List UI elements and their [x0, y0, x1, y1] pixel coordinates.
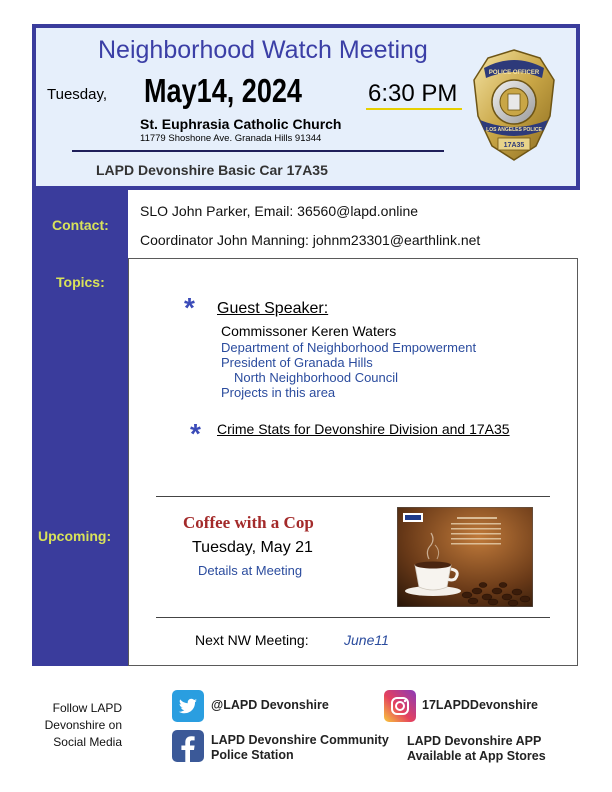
- guest-detail-line: President of Granada Hills: [221, 355, 373, 370]
- police-badge-icon: [470, 46, 558, 164]
- app-line-1: LAPD Devonshire APP: [407, 734, 542, 748]
- instagram-icon[interactable]: [384, 690, 416, 722]
- guest-detail-line: Department of Neighborhood Empowerment: [221, 340, 477, 355]
- topics-label: Topics:: [56, 274, 105, 290]
- facebook-line-2: Police Station: [211, 748, 294, 762]
- next-meeting-label: Next NW Meeting:: [195, 632, 309, 648]
- time-underline: [366, 108, 462, 110]
- follow-social-text: Follow LAPD Devonshire on Social Media: [44, 701, 122, 749]
- header-box: [32, 24, 580, 190]
- meeting-location: St. Euphrasia Catholic Church: [140, 116, 342, 132]
- badge-number: 17A35: [503, 142, 525, 149]
- left-sidebar: [32, 190, 128, 666]
- twitter-handle[interactable]: @LAPD Devonshire: [211, 698, 329, 712]
- facebook-icon[interactable]: [172, 730, 204, 762]
- page-title: Neighborhood Watch Meeting: [98, 36, 428, 64]
- upcoming-label: Upcoming:: [38, 528, 112, 544]
- coffee-cup-image: [397, 507, 533, 607]
- instagram-handle[interactable]: 17LAPDDevonshire: [422, 698, 539, 712]
- contact-label: Contact:: [52, 217, 109, 233]
- guest-speaker-name: Commissoner Keren Waters: [221, 323, 397, 339]
- upcoming-top-divider: [156, 496, 550, 497]
- slo-contact: SLO John Parker, Email: 36560@lapd.online: [140, 203, 419, 219]
- twitter-icon[interactable]: [172, 690, 204, 722]
- asterisk-icon: *: [190, 418, 201, 449]
- app-store-note: [407, 734, 546, 764]
- facebook-line-1: LAPD Devonshire Community: [211, 733, 389, 747]
- facebook-page[interactable]: [211, 733, 389, 763]
- upcoming-bottom-divider: [156, 617, 550, 618]
- guest-detail-line: North Neighborhood Council: [234, 370, 399, 385]
- meeting-day: Tuesday,: [47, 86, 108, 103]
- guest-detail-line: Projects in this area: [221, 385, 336, 400]
- coffee-event-date: Tuesday, May 21: [192, 539, 313, 556]
- meeting-time: 6:30 PM: [368, 80, 458, 107]
- badge-top-text: POLICE OFFICER: [488, 70, 540, 76]
- app-line-2: Available at App Stores: [407, 749, 546, 763]
- guest-speaker-heading: Guest Speaker:: [217, 300, 329, 317]
- meeting-date: May14, 2024: [144, 72, 302, 109]
- coffee-event-title: Coffee with a Cop: [183, 513, 314, 532]
- coordinator-contact: Coordinator John Manning: johnm23301@earthlink.net: [140, 232, 481, 248]
- header-panel: [36, 28, 576, 186]
- basic-car-label: LAPD Devonshire Basic Car 17A35: [96, 162, 328, 178]
- coffee-event-details: Details at Meeting: [198, 563, 303, 578]
- meeting-address: 11779 Shoshone Ave. Granada Hills 91344: [140, 133, 322, 144]
- crime-stats-topic: Crime Stats for Devonshire Division and 17A35: [217, 421, 510, 437]
- header-divider: [72, 150, 444, 152]
- badge-bottom-text: LOS ANGELES POLICE: [486, 127, 542, 133]
- next-meeting-date: June11: [344, 632, 389, 648]
- asterisk-icon: *: [184, 292, 195, 323]
